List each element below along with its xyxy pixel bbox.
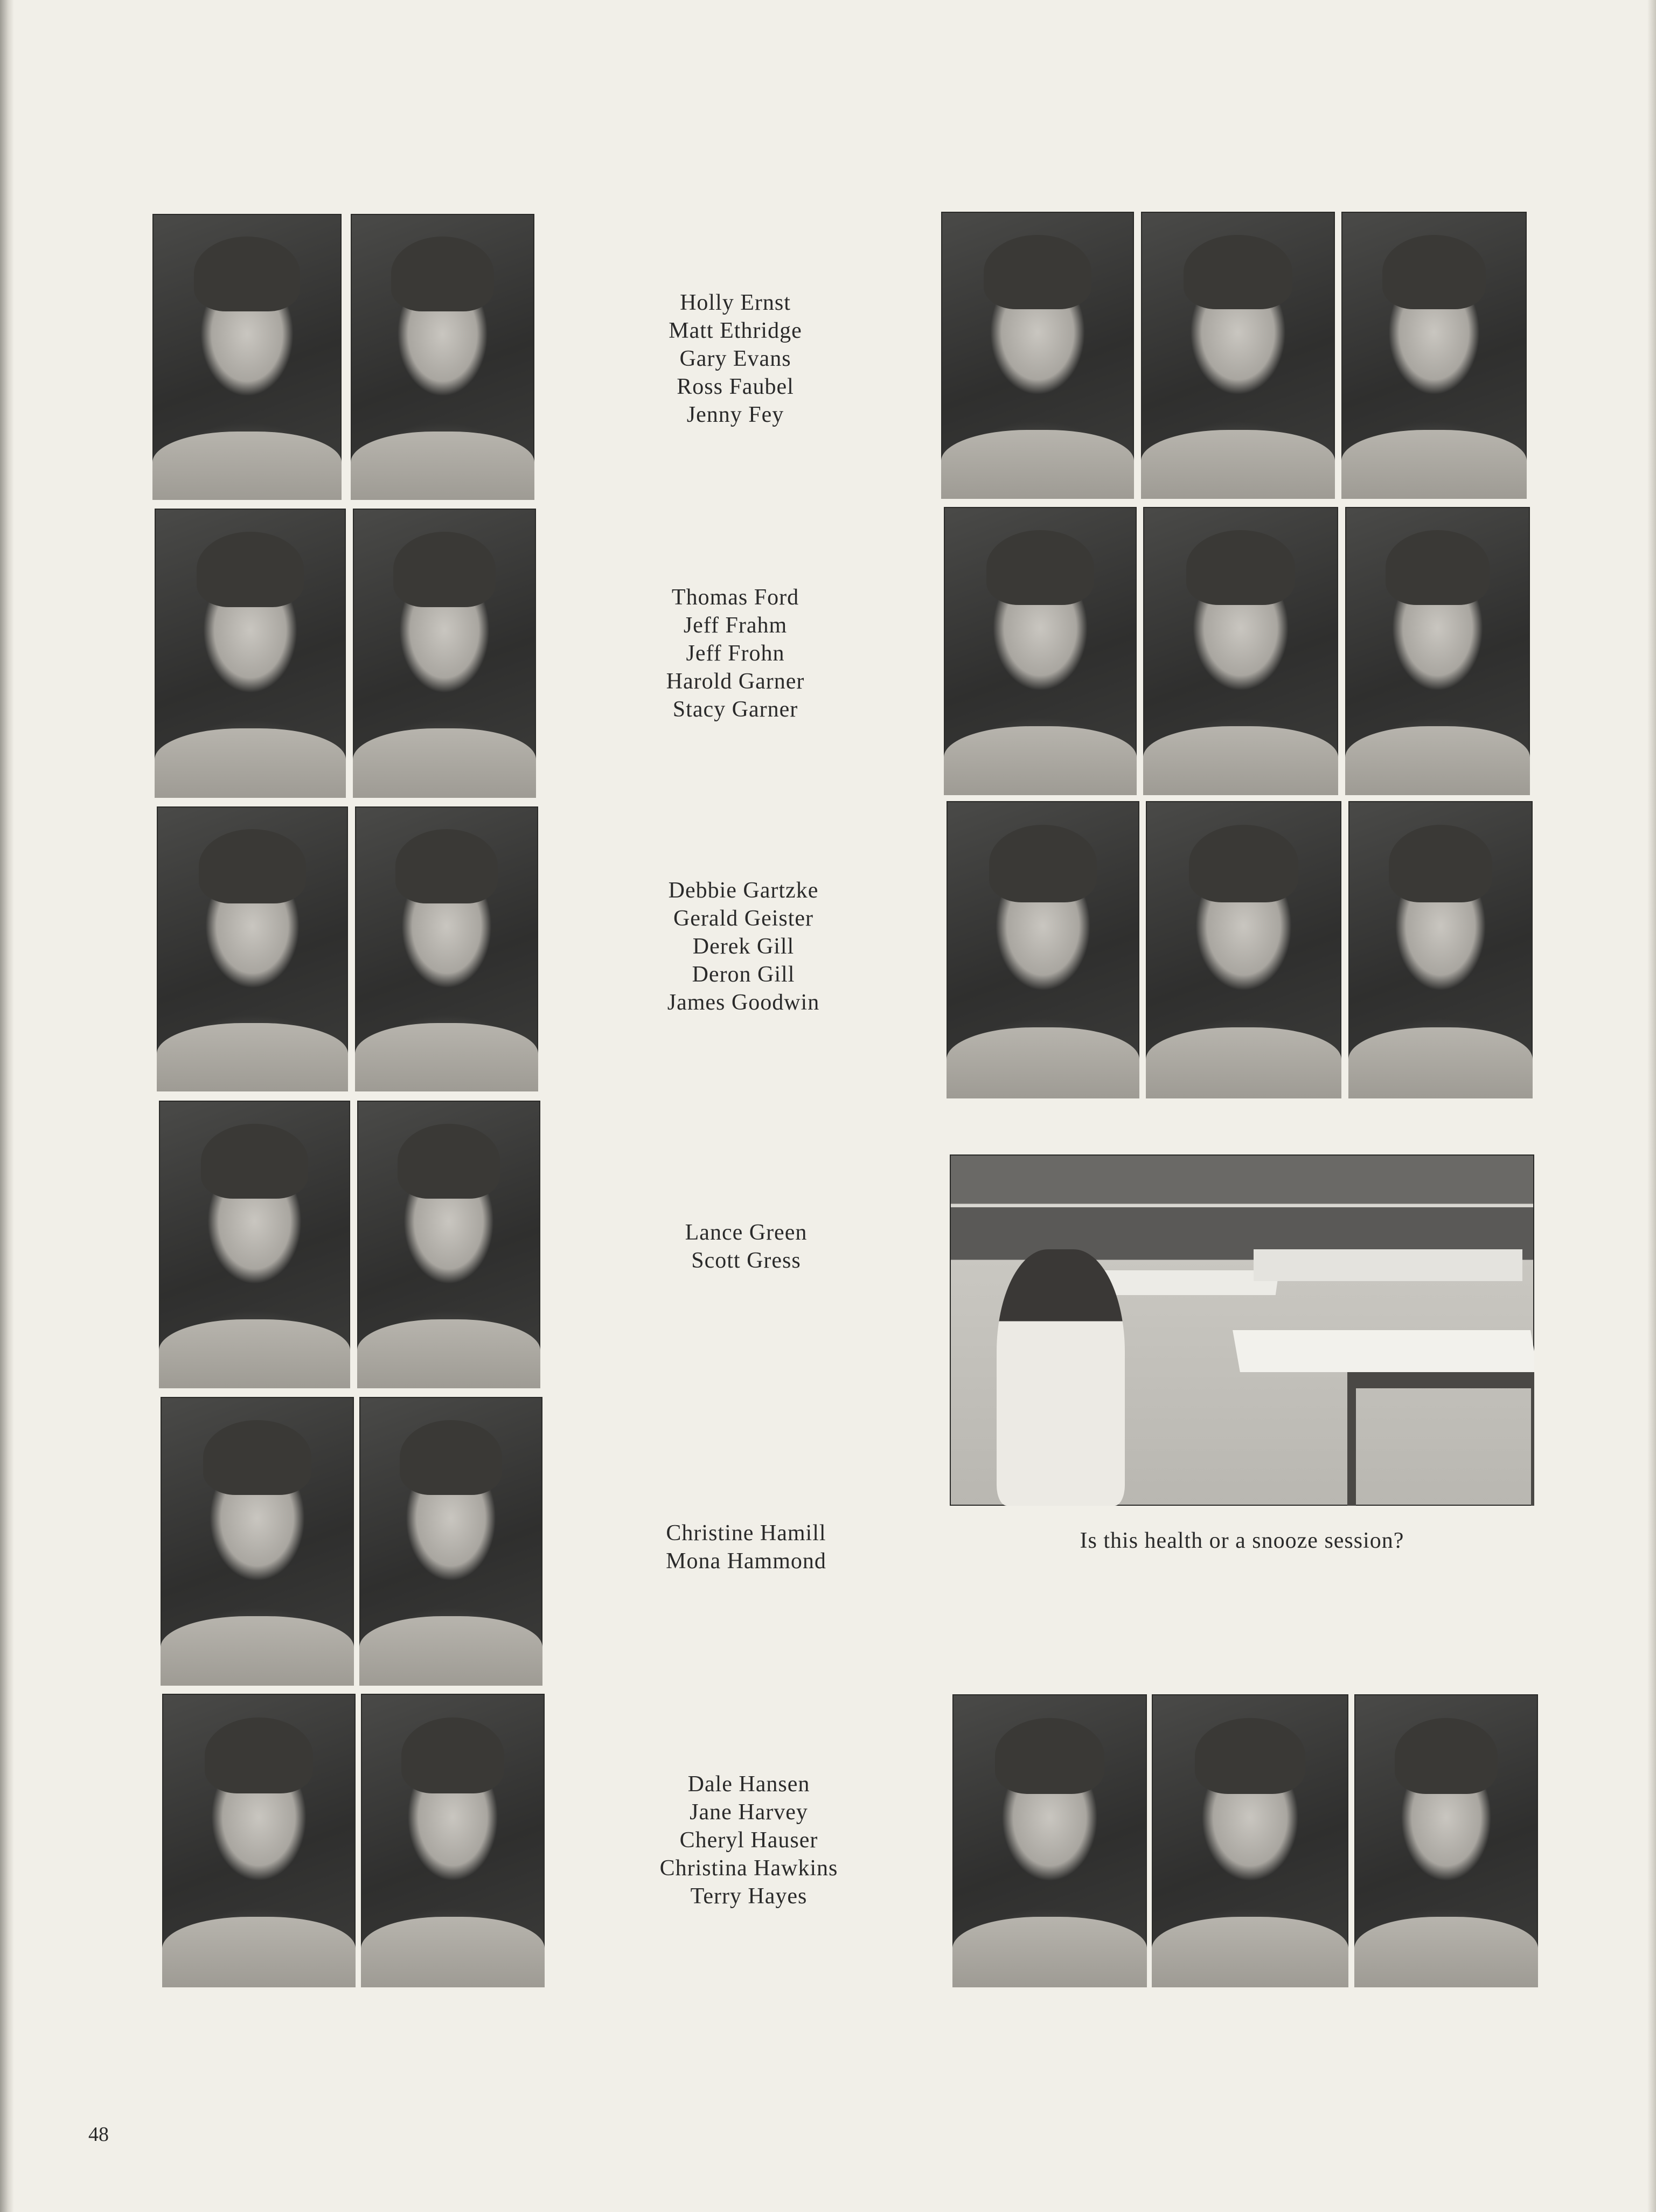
- student-name: Scott Gress: [691, 1248, 801, 1273]
- portrait-photo: [944, 507, 1137, 795]
- name-list-group: [593, 1219, 900, 1275]
- portrait-photo: [359, 1397, 542, 1686]
- student-name: Gary Evans: [679, 346, 791, 371]
- student-name: Mona Hammond: [666, 1549, 826, 1574]
- page-number: 48: [88, 2123, 109, 2146]
- student-name: Christine Hamill: [666, 1521, 826, 1546]
- student-name: Matt Ethridge: [669, 318, 802, 343]
- student-name: Gerald Geister: [673, 906, 814, 931]
- student-name: James Goodwin: [667, 990, 820, 1015]
- portrait-photo: [162, 1694, 356, 1987]
- student-name: Jeff Frohn: [686, 641, 785, 666]
- portrait-photo: [1354, 1694, 1538, 1987]
- page-binding-edge: [0, 0, 14, 2212]
- student-name: Jane Harvey: [690, 1800, 808, 1825]
- portrait-photo: [353, 509, 536, 798]
- portrait-photo: [941, 212, 1134, 499]
- portrait-photo: [947, 801, 1139, 1098]
- portrait-photo: [1348, 801, 1533, 1098]
- portrait-photo: [152, 214, 342, 500]
- portrait-photo: [1146, 801, 1341, 1098]
- student-name: Ross Faubel: [677, 374, 794, 399]
- portrait-photo: [1141, 212, 1335, 499]
- name-list-group: [593, 1519, 900, 1575]
- portrait-photo: [157, 806, 348, 1091]
- student-name: Jenny Fey: [686, 402, 784, 427]
- portrait-photo: [357, 1101, 540, 1388]
- student-name: Stacy Garner: [672, 697, 798, 722]
- portrait-photo: [355, 806, 538, 1091]
- name-list-group: [582, 289, 889, 429]
- portrait-photo: [161, 1397, 354, 1686]
- student-name: Holly Ernst: [680, 290, 791, 315]
- portrait-photo: [952, 1694, 1147, 1987]
- student-name: Dale Hansen: [687, 1772, 810, 1797]
- student-name: Christina Hawkins: [659, 1856, 838, 1881]
- name-list-group: [590, 877, 897, 1017]
- page-right-edge: [1647, 0, 1656, 2212]
- portrait-photo: [155, 509, 346, 798]
- portrait-photo: [159, 1101, 350, 1388]
- student-name: Debbie Gartzke: [668, 878, 819, 903]
- student-name: Lance Green: [685, 1220, 808, 1245]
- name-list-group: [582, 583, 889, 724]
- portrait-photo: [351, 214, 534, 500]
- student-name: Jeff Frahm: [683, 613, 788, 638]
- portrait-photo: [1341, 212, 1527, 499]
- student-name: Deron Gill: [692, 962, 795, 987]
- student-name: Derek Gill: [692, 934, 795, 959]
- student-name: Harold Garner: [666, 669, 805, 694]
- portrait-photo: [1345, 507, 1530, 795]
- student-name: Cheryl Hauser: [679, 1828, 818, 1853]
- portrait-photo: [1143, 507, 1338, 795]
- photo-caption: Is this health or a snooze session?: [1080, 1528, 1404, 1553]
- student-name: Terry Hayes: [690, 1884, 808, 1909]
- portrait-photo: [361, 1694, 545, 1987]
- student-name: Thomas Ford: [671, 585, 799, 610]
- name-list-group: [595, 1770, 902, 1910]
- classroom-candid-photo: [950, 1154, 1534, 1506]
- portrait-photo: [1152, 1694, 1348, 1987]
